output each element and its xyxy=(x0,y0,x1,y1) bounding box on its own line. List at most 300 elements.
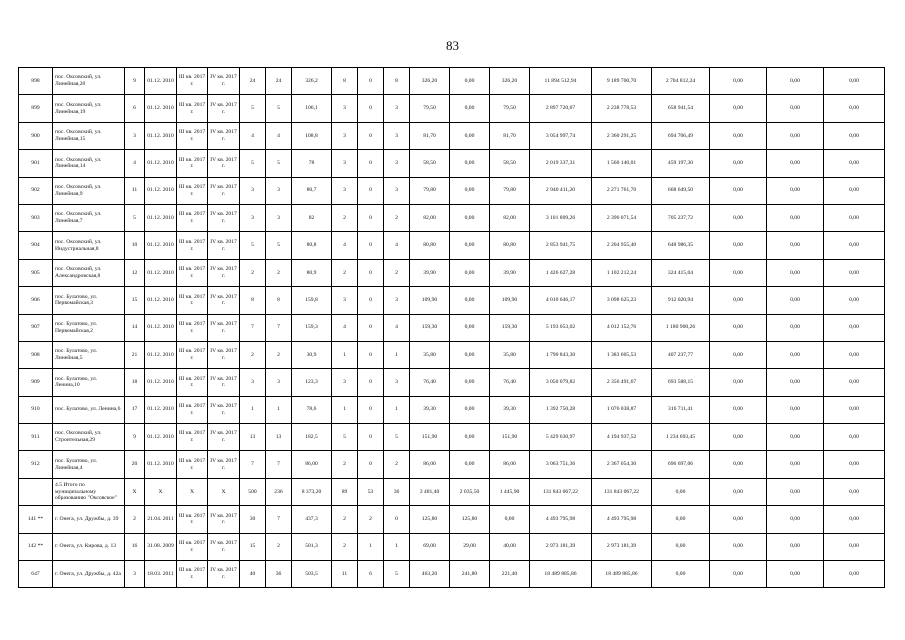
cell-f1: 4 012 152,76 xyxy=(592,314,652,341)
cell-a1: 80,80 xyxy=(410,232,450,259)
cell-n1: 3 xyxy=(332,122,358,149)
cell-no: 905 xyxy=(19,259,53,286)
cell-area: 80,9 xyxy=(292,259,332,286)
cell-z3: 0,00 xyxy=(824,561,885,588)
cell-a2: 0,00 xyxy=(450,287,490,314)
cell-v1: 14 xyxy=(125,314,145,341)
cell-stage-start: III кв. 2017 г. xyxy=(177,369,208,396)
cell-stage-end: IV кв. 2017 г. xyxy=(208,506,240,533)
cell-area: 437,3 xyxy=(292,506,332,533)
cell-z3: 0,00 xyxy=(824,369,885,396)
cell-n2: 0 xyxy=(358,314,384,341)
cell-z2: 0,00 xyxy=(767,396,824,423)
cell-v3: 5 xyxy=(266,232,292,259)
cell-z1: 0,00 xyxy=(710,341,767,368)
cell-n3: 4 xyxy=(384,314,410,341)
cell-stage-start: III кв. 2017 г. xyxy=(177,287,208,314)
cell-stage-end: IV кв. 2017 г. xyxy=(208,533,240,560)
cell-n3: 4 xyxy=(384,232,410,259)
cell-n2: 0 xyxy=(358,68,384,95)
cell-z3: 0,00 xyxy=(824,396,885,423)
cell-a1: 463,20 xyxy=(410,561,450,588)
cell-stage-end: IV кв. 2017 г. xyxy=(208,561,240,588)
cell-f2: 693 588,15 xyxy=(652,369,710,396)
cell-date: 01.12. 2010 xyxy=(145,232,177,259)
cell-cost: 3 063 751,36 xyxy=(530,451,592,478)
table-row xyxy=(19,533,885,560)
cell-f1: 18 489 885,86 xyxy=(592,561,652,588)
cell-address: г. Онега, ул. Кирова, д. 13 xyxy=(53,533,125,560)
cell-z1: 0,00 xyxy=(710,396,767,423)
cell-v3: 2 xyxy=(266,259,292,286)
cell-v1: 10 xyxy=(125,232,145,259)
cell-f1: 131 843 067,22 xyxy=(592,478,652,505)
cell-a1: 39,30 xyxy=(410,396,450,423)
cell-stage-start: III кв. 2017 г. xyxy=(177,506,208,533)
page-number: 83 xyxy=(446,38,459,53)
cell-no: 910 xyxy=(19,396,53,423)
cell-no: 907 xyxy=(19,314,53,341)
cell-n3: 2 xyxy=(384,259,410,286)
cell-f1: 1 102 212,24 xyxy=(592,259,652,286)
cell-f1: 2 396 071,54 xyxy=(592,204,652,231)
cell-n2: 0 xyxy=(358,424,384,451)
cell-z1: 0,00 xyxy=(710,177,767,204)
cell-date: 01.12. 2010 xyxy=(145,396,177,423)
cell-date: X xyxy=(145,478,177,505)
cell-address: пос. Оксовский, ул. Линейная,7 xyxy=(53,204,125,231)
cell-f1: 1 560 140,01 xyxy=(592,150,652,177)
cell-area: 30,9 xyxy=(292,341,332,368)
cell-n2: 0 xyxy=(358,232,384,259)
cell-z2: 0,00 xyxy=(767,533,824,560)
cell-a3: 79,80 xyxy=(490,177,530,204)
cell-stage-start: III кв. 2017 г. xyxy=(177,232,208,259)
cell-area: 82 xyxy=(292,204,332,231)
cell-a3: 81,70 xyxy=(490,122,530,149)
cell-stage-start: III кв. 2017 г. xyxy=(177,204,208,231)
cell-f1: 3 098 625,23 xyxy=(592,287,652,314)
cell-cost: 2 897 720,07 xyxy=(530,95,592,122)
cell-n2: 0 xyxy=(358,341,384,368)
cell-f1: 1 383 605,53 xyxy=(592,341,652,368)
cell-v3: 24 xyxy=(266,68,292,95)
cell-v2: 5 xyxy=(240,95,266,122)
cell-z3: 0,00 xyxy=(824,68,885,95)
cell-address: пос. Булатово, ул. Первомайская,3 xyxy=(53,287,125,314)
cell-area: 159,3 xyxy=(292,314,332,341)
cell-z3: 0,00 xyxy=(824,259,885,286)
cell-cost: 1 426 627,28 xyxy=(530,259,592,286)
cell-n1: 2 xyxy=(332,451,358,478)
cell-a2: 29,00 xyxy=(450,533,490,560)
cell-area: 159,8 xyxy=(292,287,332,314)
cell-n1: 3 xyxy=(332,287,358,314)
cell-z1: 0,00 xyxy=(710,122,767,149)
cell-address: пос. Оксовский, ул. Строительная,29 xyxy=(53,424,125,451)
cell-f1: 2 271 761,70 xyxy=(592,177,652,204)
cell-area: 501,3 xyxy=(292,533,332,560)
cell-n2: 0 xyxy=(358,204,384,231)
cell-z1: 0,00 xyxy=(710,68,767,95)
cell-no: 909 xyxy=(19,369,53,396)
cell-f2: 0,00 xyxy=(652,506,710,533)
cell-address: пос. Булатово, ул. Первомайская,2 xyxy=(53,314,125,341)
cell-a3: 1 445,90 xyxy=(490,478,530,505)
housing-relocation-table xyxy=(18,67,885,588)
cell-a2: 0,00 xyxy=(450,177,490,204)
cell-address: пос. Оксовский, ул. Линейная,19 xyxy=(53,95,125,122)
cell-v1: 21 xyxy=(125,341,145,368)
cell-f2: 694 706,49 xyxy=(652,122,710,149)
cell-v1: 4 xyxy=(125,150,145,177)
cell-n3: 3 xyxy=(384,287,410,314)
cell-n2: 0 xyxy=(358,122,384,149)
cell-date: 01.12. 2010 xyxy=(145,68,177,95)
cell-a3: 159,30 xyxy=(490,314,530,341)
cell-v1: 9 xyxy=(125,424,145,451)
cell-z2: 0,00 xyxy=(767,150,824,177)
table-row xyxy=(19,122,885,149)
cell-v2: 5 xyxy=(240,232,266,259)
cell-area: 182,5 xyxy=(292,424,332,451)
cell-a1: 81,70 xyxy=(410,122,450,149)
cell-date: 01.12. 2010 xyxy=(145,451,177,478)
table-row xyxy=(19,232,885,259)
cell-f2: 648 986,35 xyxy=(652,232,710,259)
cell-cost: 11 894 512,94 xyxy=(530,68,592,95)
cell-no: 908 xyxy=(19,341,53,368)
cell-v2: 15 xyxy=(240,533,266,560)
cell-v2: 2 xyxy=(240,341,266,368)
cell-n1: 5 xyxy=(332,424,358,451)
cell-cost: 3 054 997,74 xyxy=(530,122,592,149)
cell-a1: 109,90 xyxy=(410,287,450,314)
cell-v3: 36 xyxy=(266,561,292,588)
cell-stage-end: IV кв. 2017 г. xyxy=(208,341,240,368)
cell-stage-start: III кв. 2017 г. xyxy=(177,533,208,560)
cell-n3: 5 xyxy=(384,561,410,588)
cell-no: 912 xyxy=(19,451,53,478)
cell-a2: 0,00 xyxy=(450,451,490,478)
cell-n2: 6 xyxy=(358,561,384,588)
cell-z1: 0,00 xyxy=(710,561,767,588)
cell-stage-end: IV кв. 2017 г. xyxy=(208,68,240,95)
cell-a2: 0,00 xyxy=(450,95,490,122)
cell-address: пос. Оксовский, ул. Линейная,20 xyxy=(53,68,125,95)
cell-a3: 35,80 xyxy=(490,341,530,368)
cell-v1: 3 xyxy=(125,122,145,149)
cell-z2: 0,00 xyxy=(767,341,824,368)
cell-a1: 76,40 xyxy=(410,369,450,396)
cell-f2: 459 197,30 xyxy=(652,150,710,177)
cell-f2: 324 415,04 xyxy=(652,259,710,286)
cell-v2: 40 xyxy=(240,561,266,588)
cell-n1: 3 xyxy=(332,369,358,396)
cell-z1: 0,00 xyxy=(710,424,767,451)
cell-v3: 5 xyxy=(266,95,292,122)
cell-n1: 2 xyxy=(332,533,358,560)
cell-stage-end: IV кв. 2017 г. xyxy=(208,314,240,341)
cell-no: 142 ** xyxy=(19,533,53,560)
cell-v2: 7 xyxy=(240,314,266,341)
cell-no: 900 xyxy=(19,122,53,149)
cell-no: 901 xyxy=(19,150,53,177)
cell-date: 21.04. 2011 xyxy=(145,506,177,533)
cell-v3: 4 xyxy=(266,122,292,149)
cell-v3: 2 xyxy=(266,341,292,368)
cell-f2: 407 237,77 xyxy=(652,341,710,368)
cell-a2: 0,00 xyxy=(450,396,490,423)
cell-no: 911 xyxy=(19,424,53,451)
cell-a1: 3 481,40 xyxy=(410,478,450,505)
cell-a1: 125,80 xyxy=(410,506,450,533)
cell-area: 326,2 xyxy=(292,68,332,95)
cell-v3: 2 xyxy=(266,533,292,560)
cell-n3: 3 xyxy=(384,150,410,177)
cell-f1: 2 973 181,39 xyxy=(592,533,652,560)
cell-z2: 0,00 xyxy=(767,68,824,95)
cell-a3: 109,90 xyxy=(490,287,530,314)
cell-n2: 0 xyxy=(358,396,384,423)
cell-date: 18.03. 2011 xyxy=(145,561,177,588)
cell-address: пос. Булатово, ул. Линейная,5 xyxy=(53,341,125,368)
cell-a2: 125,80 xyxy=(450,506,490,533)
cell-a2: 0,00 xyxy=(450,314,490,341)
cell-v2: 7 xyxy=(240,451,266,478)
cell-stage-end: X xyxy=(208,478,240,505)
cell-f2: 2 704 812,24 xyxy=(652,68,710,95)
cell-n2: 0 xyxy=(358,259,384,286)
cell-v3: 7 xyxy=(266,451,292,478)
cell-n1: 2 xyxy=(332,204,358,231)
table-row xyxy=(19,561,885,588)
cell-v3: 236 xyxy=(266,478,292,505)
cell-n3: 3 xyxy=(384,122,410,149)
cell-cost: 4 493 795,98 xyxy=(530,506,592,533)
cell-z2: 0,00 xyxy=(767,95,824,122)
cell-v3: 3 xyxy=(266,369,292,396)
cell-z3: 0,00 xyxy=(824,314,885,341)
cell-date: 01.12. 2010 xyxy=(145,259,177,286)
cell-z1: 0,00 xyxy=(710,369,767,396)
cell-a1: 82,00 xyxy=(410,204,450,231)
cell-z2: 0,00 xyxy=(767,369,824,396)
table-row xyxy=(19,396,885,423)
cell-v3: 3 xyxy=(266,177,292,204)
cell-a1: 151,90 xyxy=(410,424,450,451)
cell-n3: 1 xyxy=(384,396,410,423)
cell-f2: 0,00 xyxy=(652,561,710,588)
cell-f1: 1 076 038,87 xyxy=(592,396,652,423)
cell-address: пос. Оксовский, ул. Линейная,14 xyxy=(53,150,125,177)
cell-v2: 500 xyxy=(240,478,266,505)
cell-stage-end: IV кв. 2017 г. xyxy=(208,451,240,478)
cell-stage-end: IV кв. 2017 г. xyxy=(208,424,240,451)
cell-area: 123,3 xyxy=(292,369,332,396)
table-row xyxy=(19,369,885,396)
cell-a1: 79,50 xyxy=(410,95,450,122)
cell-v1: 2 xyxy=(125,506,145,533)
cell-z3: 0,00 xyxy=(824,533,885,560)
cell-z3: 0,00 xyxy=(824,95,885,122)
cell-address: пос. Булатово, ул. Линейная,4 xyxy=(53,451,125,478)
cell-a3: 151,90 xyxy=(490,424,530,451)
cell-date: 01.12. 2010 xyxy=(145,369,177,396)
cell-z2: 0,00 xyxy=(767,561,824,588)
cell-n3: 0 xyxy=(384,506,410,533)
cell-address: г. Онега, ул. Дружбы, д. 42а xyxy=(53,561,125,588)
cell-v1: 15 xyxy=(125,287,145,314)
cell-a1: 58,50 xyxy=(410,150,450,177)
cell-a3: 86,00 xyxy=(490,451,530,478)
cell-date: 01.12. 2010 xyxy=(145,150,177,177)
cell-z3: 0,00 xyxy=(824,287,885,314)
cell-z2: 0,00 xyxy=(767,122,824,149)
cell-stage-start: III кв. 2017 г. xyxy=(177,150,208,177)
cell-v1: 18 xyxy=(125,369,145,396)
cell-cost: 3 101 809,26 xyxy=(530,204,592,231)
cell-z3: 0,00 xyxy=(824,232,885,259)
cell-stage-end: IV кв. 2017 г. xyxy=(208,369,240,396)
cell-z2: 0,00 xyxy=(767,177,824,204)
cell-n1: 4 xyxy=(332,232,358,259)
cell-n2: 1 xyxy=(358,533,384,560)
cell-a3: 221,40 xyxy=(490,561,530,588)
cell-z2: 0,00 xyxy=(767,204,824,231)
cell-v1: 3 xyxy=(125,561,145,588)
cell-cost: 3 050 079,82 xyxy=(530,369,592,396)
cell-no: 906 xyxy=(19,287,53,314)
cell-address: г. Онега, ул. Дружбы, д. 39 xyxy=(53,506,125,533)
cell-cost: 5 193 053,02 xyxy=(530,314,592,341)
cell-f2: 912 020,94 xyxy=(652,287,710,314)
cell-v3: 7 xyxy=(266,314,292,341)
cell-v2: 4 xyxy=(240,122,266,149)
cell-cost: 5 429 630,97 xyxy=(530,424,592,451)
cell-stage-end: IV кв. 2017 г. xyxy=(208,95,240,122)
cell-a1: 69,00 xyxy=(410,533,450,560)
table-row xyxy=(19,204,885,231)
cell-v1: 11 xyxy=(125,177,145,204)
cell-cost: 4 010 646,17 xyxy=(530,287,592,314)
cell-z1: 0,00 xyxy=(710,451,767,478)
cell-stage-start: III кв. 2017 г. xyxy=(177,451,208,478)
cell-stage-end: IV кв. 2017 г. xyxy=(208,396,240,423)
cell-z1: 0,00 xyxy=(710,259,767,286)
cell-z1: 0,00 xyxy=(710,287,767,314)
cell-a2: 0,00 xyxy=(450,341,490,368)
table-row xyxy=(19,478,885,505)
cell-a2: 0,00 xyxy=(450,232,490,259)
cell-stage-end: IV кв. 2017 г. xyxy=(208,177,240,204)
cell-v3: 3 xyxy=(266,204,292,231)
cell-v3: 5 xyxy=(266,150,292,177)
cell-area: 108,8 xyxy=(292,122,332,149)
cell-n2: 2 xyxy=(358,506,384,533)
cell-v1: 9 xyxy=(125,68,145,95)
cell-address: 4.5 Итого по муниципальному образованию "Оксовское" xyxy=(53,478,125,505)
cell-f1: 2 360 291,25 xyxy=(592,122,652,149)
cell-v2: 3 xyxy=(240,177,266,204)
cell-z3: 0,00 xyxy=(824,341,885,368)
table-row xyxy=(19,259,885,286)
cell-n3: 2 xyxy=(384,204,410,231)
cell-stage-end: IV кв. 2017 г. xyxy=(208,150,240,177)
cell-z1: 0,00 xyxy=(710,478,767,505)
cell-cost: 2 940 411,20 xyxy=(530,177,592,204)
cell-stage-end: IV кв. 2017 г. xyxy=(208,259,240,286)
cell-a2: 0,00 xyxy=(450,259,490,286)
cell-z3: 0,00 xyxy=(824,478,885,505)
cell-f1: 4 493 795,98 xyxy=(592,506,652,533)
cell-a3: 58,50 xyxy=(490,150,530,177)
cell-n2: 0 xyxy=(358,95,384,122)
cell-n3: 2 xyxy=(384,451,410,478)
cell-date: 01.12. 2010 xyxy=(145,287,177,314)
cell-n3: 1 xyxy=(384,341,410,368)
cell-z1: 0,00 xyxy=(710,533,767,560)
cell-z3: 0,00 xyxy=(824,177,885,204)
cell-stage-start: III кв. 2017 г. xyxy=(177,122,208,149)
table-row xyxy=(19,341,885,368)
cell-stage-start: III кв. 2017 г. xyxy=(177,424,208,451)
cell-area: 8 373,20 xyxy=(292,478,332,505)
cell-v1: 20 xyxy=(125,451,145,478)
cell-a3: 39,90 xyxy=(490,259,530,286)
cell-stage-end: IV кв. 2017 г. xyxy=(208,122,240,149)
table-row xyxy=(19,506,885,533)
cell-n1: 4 xyxy=(332,314,358,341)
cell-f2: 705 237,72 xyxy=(652,204,710,231)
cell-z3: 0,00 xyxy=(824,150,885,177)
cell-stage-start: III кв. 2017 г. xyxy=(177,68,208,95)
cell-a2: 2 035,50 xyxy=(450,478,490,505)
cell-z1: 0,00 xyxy=(710,232,767,259)
cell-cost: 131 843 067,22 xyxy=(530,478,592,505)
cell-n1: 3 xyxy=(332,95,358,122)
cell-z1: 0,00 xyxy=(710,150,767,177)
cell-n3: 3 xyxy=(384,177,410,204)
cell-z2: 0,00 xyxy=(767,287,824,314)
cell-address: пос. Оксовский, ул. Линейная,15 xyxy=(53,122,125,149)
cell-no: 902 xyxy=(19,177,53,204)
cell-v2: 3 xyxy=(240,369,266,396)
cell-no xyxy=(19,478,53,505)
cell-stage-end: IV кв. 2017 г. xyxy=(208,204,240,231)
cell-z3: 0,00 xyxy=(824,506,885,533)
cell-n3: 3 xyxy=(384,369,410,396)
cell-no: 903 xyxy=(19,204,53,231)
cell-stage-start: III кв. 2017 г. xyxy=(177,341,208,368)
cell-area: 80,8 xyxy=(292,232,332,259)
cell-z2: 0,00 xyxy=(767,232,824,259)
cell-z3: 0,00 xyxy=(824,204,885,231)
cell-z1: 0,00 xyxy=(710,204,767,231)
cell-v2: 30 xyxy=(240,506,266,533)
cell-date: 01.12. 2010 xyxy=(145,424,177,451)
cell-f2: 696 697,06 xyxy=(652,451,710,478)
cell-address: пос. Оксовский, ул. Индустриальная,8 xyxy=(53,232,125,259)
cell-z2: 0,00 xyxy=(767,259,824,286)
cell-area: 503,5 xyxy=(292,561,332,588)
cell-n1: 1 xyxy=(332,396,358,423)
cell-date: 01.12. 2010 xyxy=(145,341,177,368)
cell-f1: 9 189 700,70 xyxy=(592,68,652,95)
cell-date: 01.12. 2010 xyxy=(145,95,177,122)
cell-cost: 2 853 941,75 xyxy=(530,232,592,259)
cell-address: пос. Булатово, ул. Ленина,6 xyxy=(53,396,125,423)
